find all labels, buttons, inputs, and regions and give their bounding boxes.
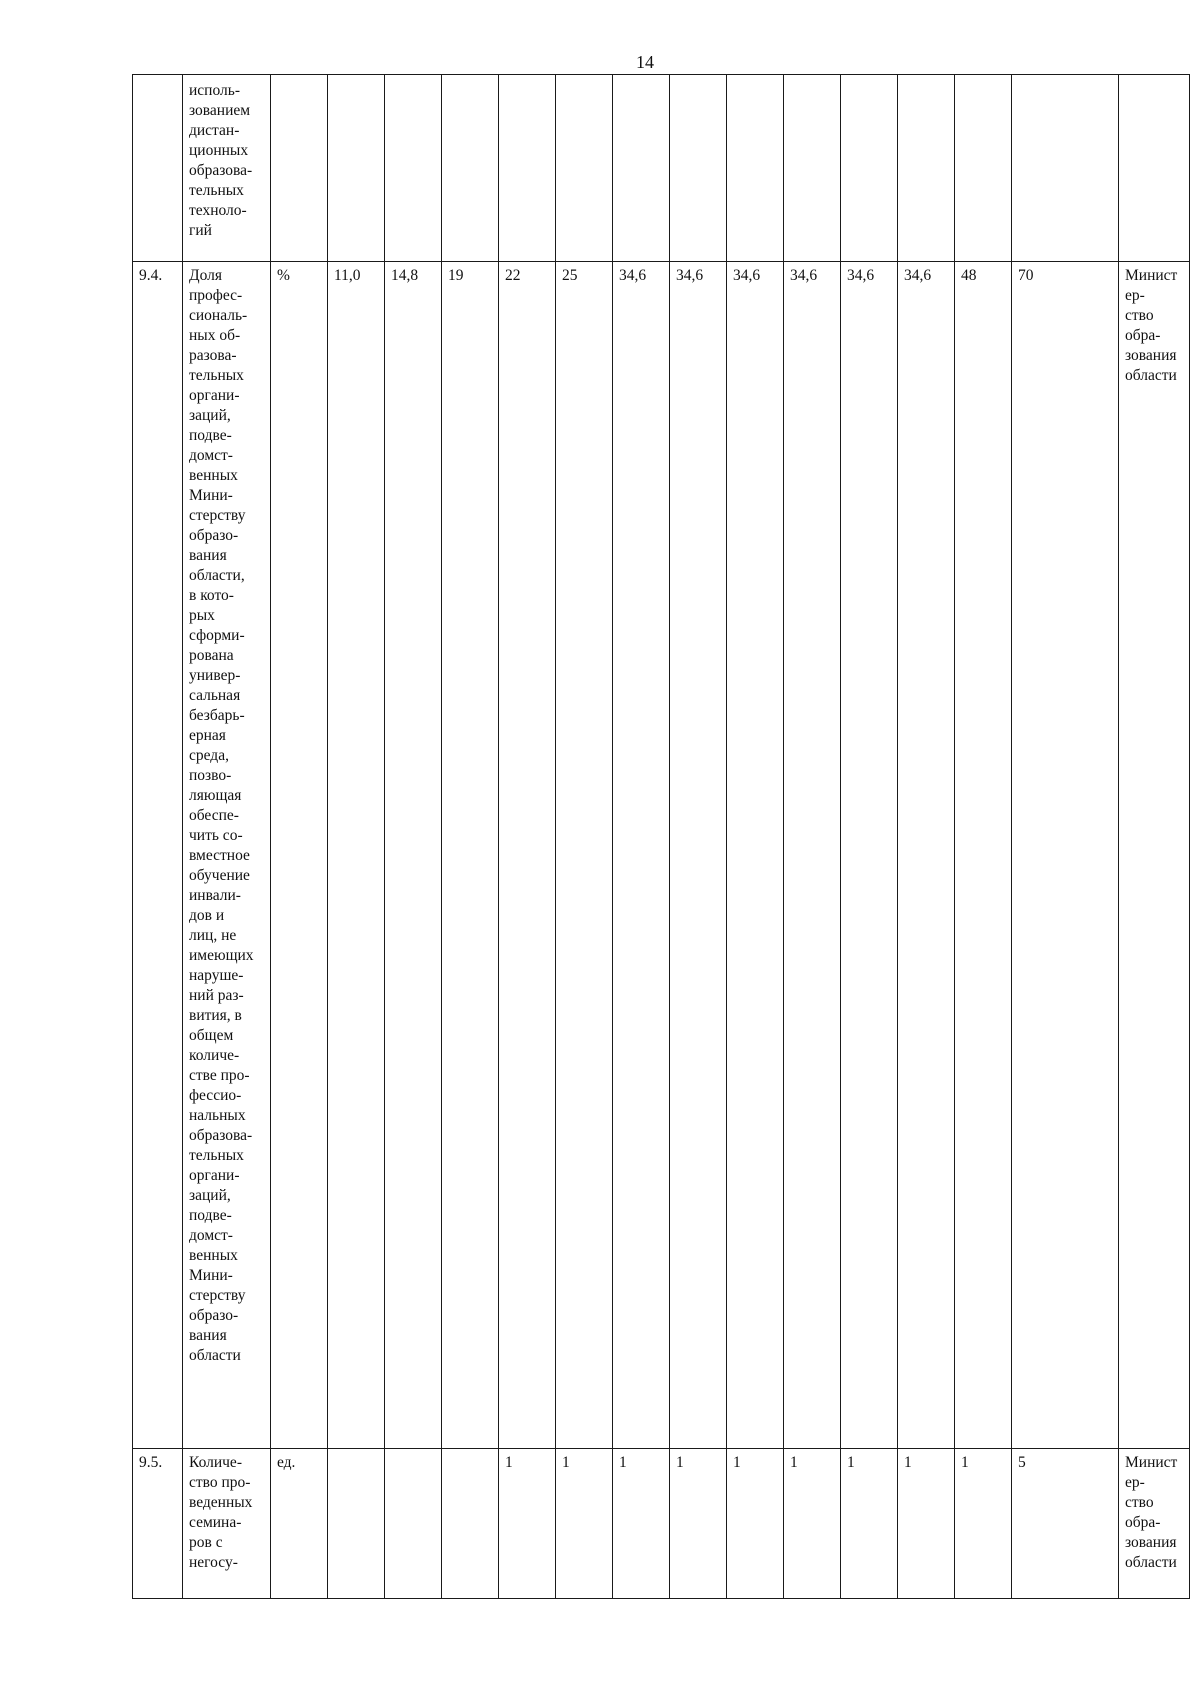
value-cell — [442, 1449, 499, 1599]
value-cell: 19 — [442, 262, 499, 1449]
value-cell — [898, 75, 955, 262]
row-number-cell: 9.4. — [133, 262, 183, 1449]
value-cell: 25 — [556, 262, 613, 1449]
unit-cell — [271, 75, 328, 262]
indicator-name-cell: Доля профес- сиональ- ных об- разова- тельных органи- заций, подве- домст- венных Мини- стерству образо- вания области, в кото- рых сформи- рована универ- сальная безбарь- ерная среда, позво- ляющая обеспе- чить со- вместное обучение инвали- дов и лиц, не имеющих наруше- ний раз- вития, в общем количе- стве про- фессио- нальных образова- тельных органи- заций, подве- домст- венных Мини- стерству образо- вания области — [183, 262, 271, 1449]
value-cell — [727, 75, 784, 262]
table-row-9-4 — [133, 262, 1190, 1449]
value-cell — [442, 75, 499, 262]
value-cell — [613, 75, 670, 262]
value-cell: 1 — [898, 1449, 955, 1599]
value-cell: 11,0 — [328, 262, 385, 1449]
value-cell: 34,6 — [670, 262, 727, 1449]
value-cell: 1 — [955, 1449, 1012, 1599]
unit-cell: ед. — [271, 1449, 328, 1599]
value-cell — [328, 75, 385, 262]
value-cell: 14,8 — [385, 262, 442, 1449]
value-cell: 1 — [613, 1449, 670, 1599]
unit-cell: % — [271, 262, 328, 1449]
indicator-name-cell: исполь- зованием дистан- ционных образова- тельных техноло- гий — [183, 75, 271, 262]
value-cell — [499, 75, 556, 262]
row-number-cell: 9.5. — [133, 1449, 183, 1599]
table-row-9-5 — [133, 1449, 1190, 1599]
value-cell — [784, 75, 841, 262]
value-cell: 34,6 — [784, 262, 841, 1449]
value-cell — [328, 1449, 385, 1599]
value-cell: 22 — [499, 262, 556, 1449]
row-number-cell — [133, 75, 183, 262]
value-cell: 34,6 — [841, 262, 898, 1449]
value-cell — [385, 75, 442, 262]
value-cell: 34,6 — [898, 262, 955, 1449]
value-cell: 1 — [841, 1449, 898, 1599]
value-cell: 1 — [499, 1449, 556, 1599]
value-cell: 34,6 — [727, 262, 784, 1449]
indicators-table — [132, 74, 1190, 1599]
indicator-name-cell: Количе- ство про- веденных семина- ров с негосу- — [183, 1449, 271, 1599]
value-cell: 1 — [727, 1449, 784, 1599]
value-cell: 48 — [955, 262, 1012, 1449]
value-cell — [841, 75, 898, 262]
value-cell: 1 — [670, 1449, 727, 1599]
table-row-continuation — [133, 75, 1190, 262]
value-cell: 1 — [556, 1449, 613, 1599]
value-cell — [670, 75, 727, 262]
page-number: 14 — [636, 52, 654, 72]
value-cell — [385, 1449, 442, 1599]
agency-cell: Министер- ство обра- зования области — [1119, 262, 1190, 1449]
value-cell — [556, 75, 613, 262]
agency-cell: Министер- ство обра- зования области — [1119, 1449, 1190, 1599]
value-cell: 70 — [1012, 262, 1119, 1449]
value-cell — [1012, 75, 1119, 262]
agency-cell — [1119, 75, 1190, 262]
value-cell: 1 — [784, 1449, 841, 1599]
value-cell: 34,6 — [613, 262, 670, 1449]
value-cell: 5 — [1012, 1449, 1119, 1599]
value-cell — [955, 75, 1012, 262]
